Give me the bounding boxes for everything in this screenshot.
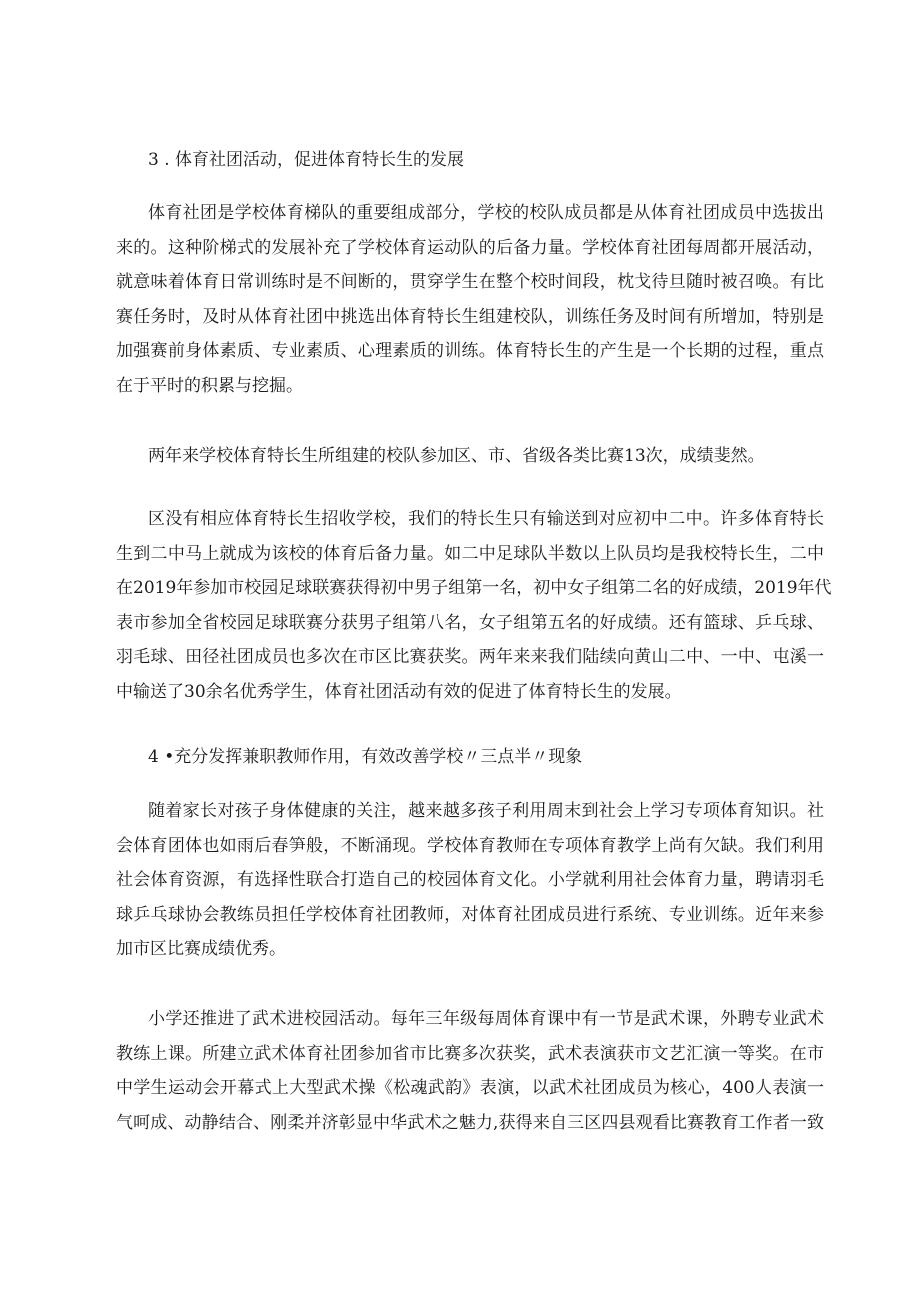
section-4-paragraph-1 (116, 794, 824, 967)
paragraph-line: 就意味着体育日常训练时是不间断的，贯穿学生在整个校时间段，枕戈待旦随时被召唤。有比 (116, 272, 824, 292)
paragraph-line: 中输送了30余名优秀学生，体育社团活动有效的促进了体育特长生的发展。 (116, 681, 682, 702)
paragraph-line: 生到二中马上就成为该校的体育后备力量。如二中足球队半数以上队员均是我校特长生，二中 (116, 543, 824, 564)
paragraph-line: 社会体育资源，有选择性联合打造自己的校园体育文化。小学就利用社会体育力量，聘请羽毛 (116, 870, 824, 890)
paragraph-line: 气呵成、动静结合、刚柔并济彰显中华武术之魅力,获得来自三区四县观看比赛教育工作者一致 (116, 1112, 824, 1133)
paragraph-line: 来的。这种阶梯式的发展补充了学校体育运动队的后备力量。学校体育社团每周都开展活动， (116, 237, 824, 258)
paragraph-line: 在2019年参加市校园足球联赛获得初中男子组第一名，初中女子组第二名的好成绩，2019年代 (116, 578, 832, 598)
paragraph-line: 区没有相应体育特长生招收学校，我们的特长生只有输送到对应初中二中。许多体育特长 (148, 509, 824, 529)
paragraph-line: 赛任务时，及时从体育社团中挑选出体育特长生组建校队，训练任务及时间有所增加，特别是 (116, 306, 824, 327)
section-3-paragraph-1 (116, 196, 824, 403)
paragraph-line: 两年来学校体育特长生所组建的校队参加区、市、省级各类比赛13次，成绩斐然。 (148, 446, 765, 466)
paragraph-line: 中学生运动会开幕式上大型武术操《松魂武韵》表演，以武术社团成员为核心，400人表演一 (116, 1078, 824, 1098)
paragraph-line: 加强赛前身体素质、专业素质、心理素质的训练。体育特长生的产生是一个长期的过程，重点 (116, 341, 824, 361)
section-4-paragraph-2 (116, 1002, 824, 1140)
paragraph-line: 加市区比赛成绩优秀。 (116, 939, 286, 959)
paragraph-line: 在于平时的积累与挖掘。 (116, 375, 303, 396)
paragraph-line: 小学还推进了武术进校园活动。每年三年级每周体育课中有一节是武术课，外聘专业武术 (148, 1009, 824, 1029)
paragraph-line: 表市参加全省校园足球联赛分获男子组第八名，女子组第五名的好成绩。还有篮球、乒乓球、 (116, 612, 824, 633)
paragraph-line: 羽毛球、田径社团成员也多次在市区比赛获奖。两年来来我们陆续向黄山二中、一中、屯溪一 (116, 647, 824, 667)
paragraph-line: 随着家长对孩子身体健康的关注，越来越多孩子利用周末到社会上学习专项体育知识。社 (148, 801, 824, 821)
section-3-paragraph-2 (116, 439, 824, 474)
paragraph-line: 球乒乓球协会教练员担任学校体育社团教师，对体育社团成员进行系统、专业训练。近年来参 (116, 904, 824, 925)
section-3-heading: 3 . 体育社团活动，促进体育特长生的发展 (148, 150, 465, 170)
section-4-heading: 4 •充分发挥兼职教师作用，有效改善学校〃三点半〃现象 (148, 747, 583, 767)
section-3-paragraph-3 (116, 502, 832, 709)
paragraph-line: 教练上课。所建立武术体育社团参加省市比赛多次获奖，武术表演获市文艺汇演一等奖。在市 (116, 1043, 824, 1064)
paragraph-line: 体育社团是学校体育梯队的重要组成部分，学校的校队成员都是从体育社团成员中选拔出 (148, 203, 824, 223)
paragraph-line: 会体育团体也如雨后春笋般，不断涌现。学校体育教师在专项体育教学上尚有欠缺。我们利用 (116, 835, 824, 856)
